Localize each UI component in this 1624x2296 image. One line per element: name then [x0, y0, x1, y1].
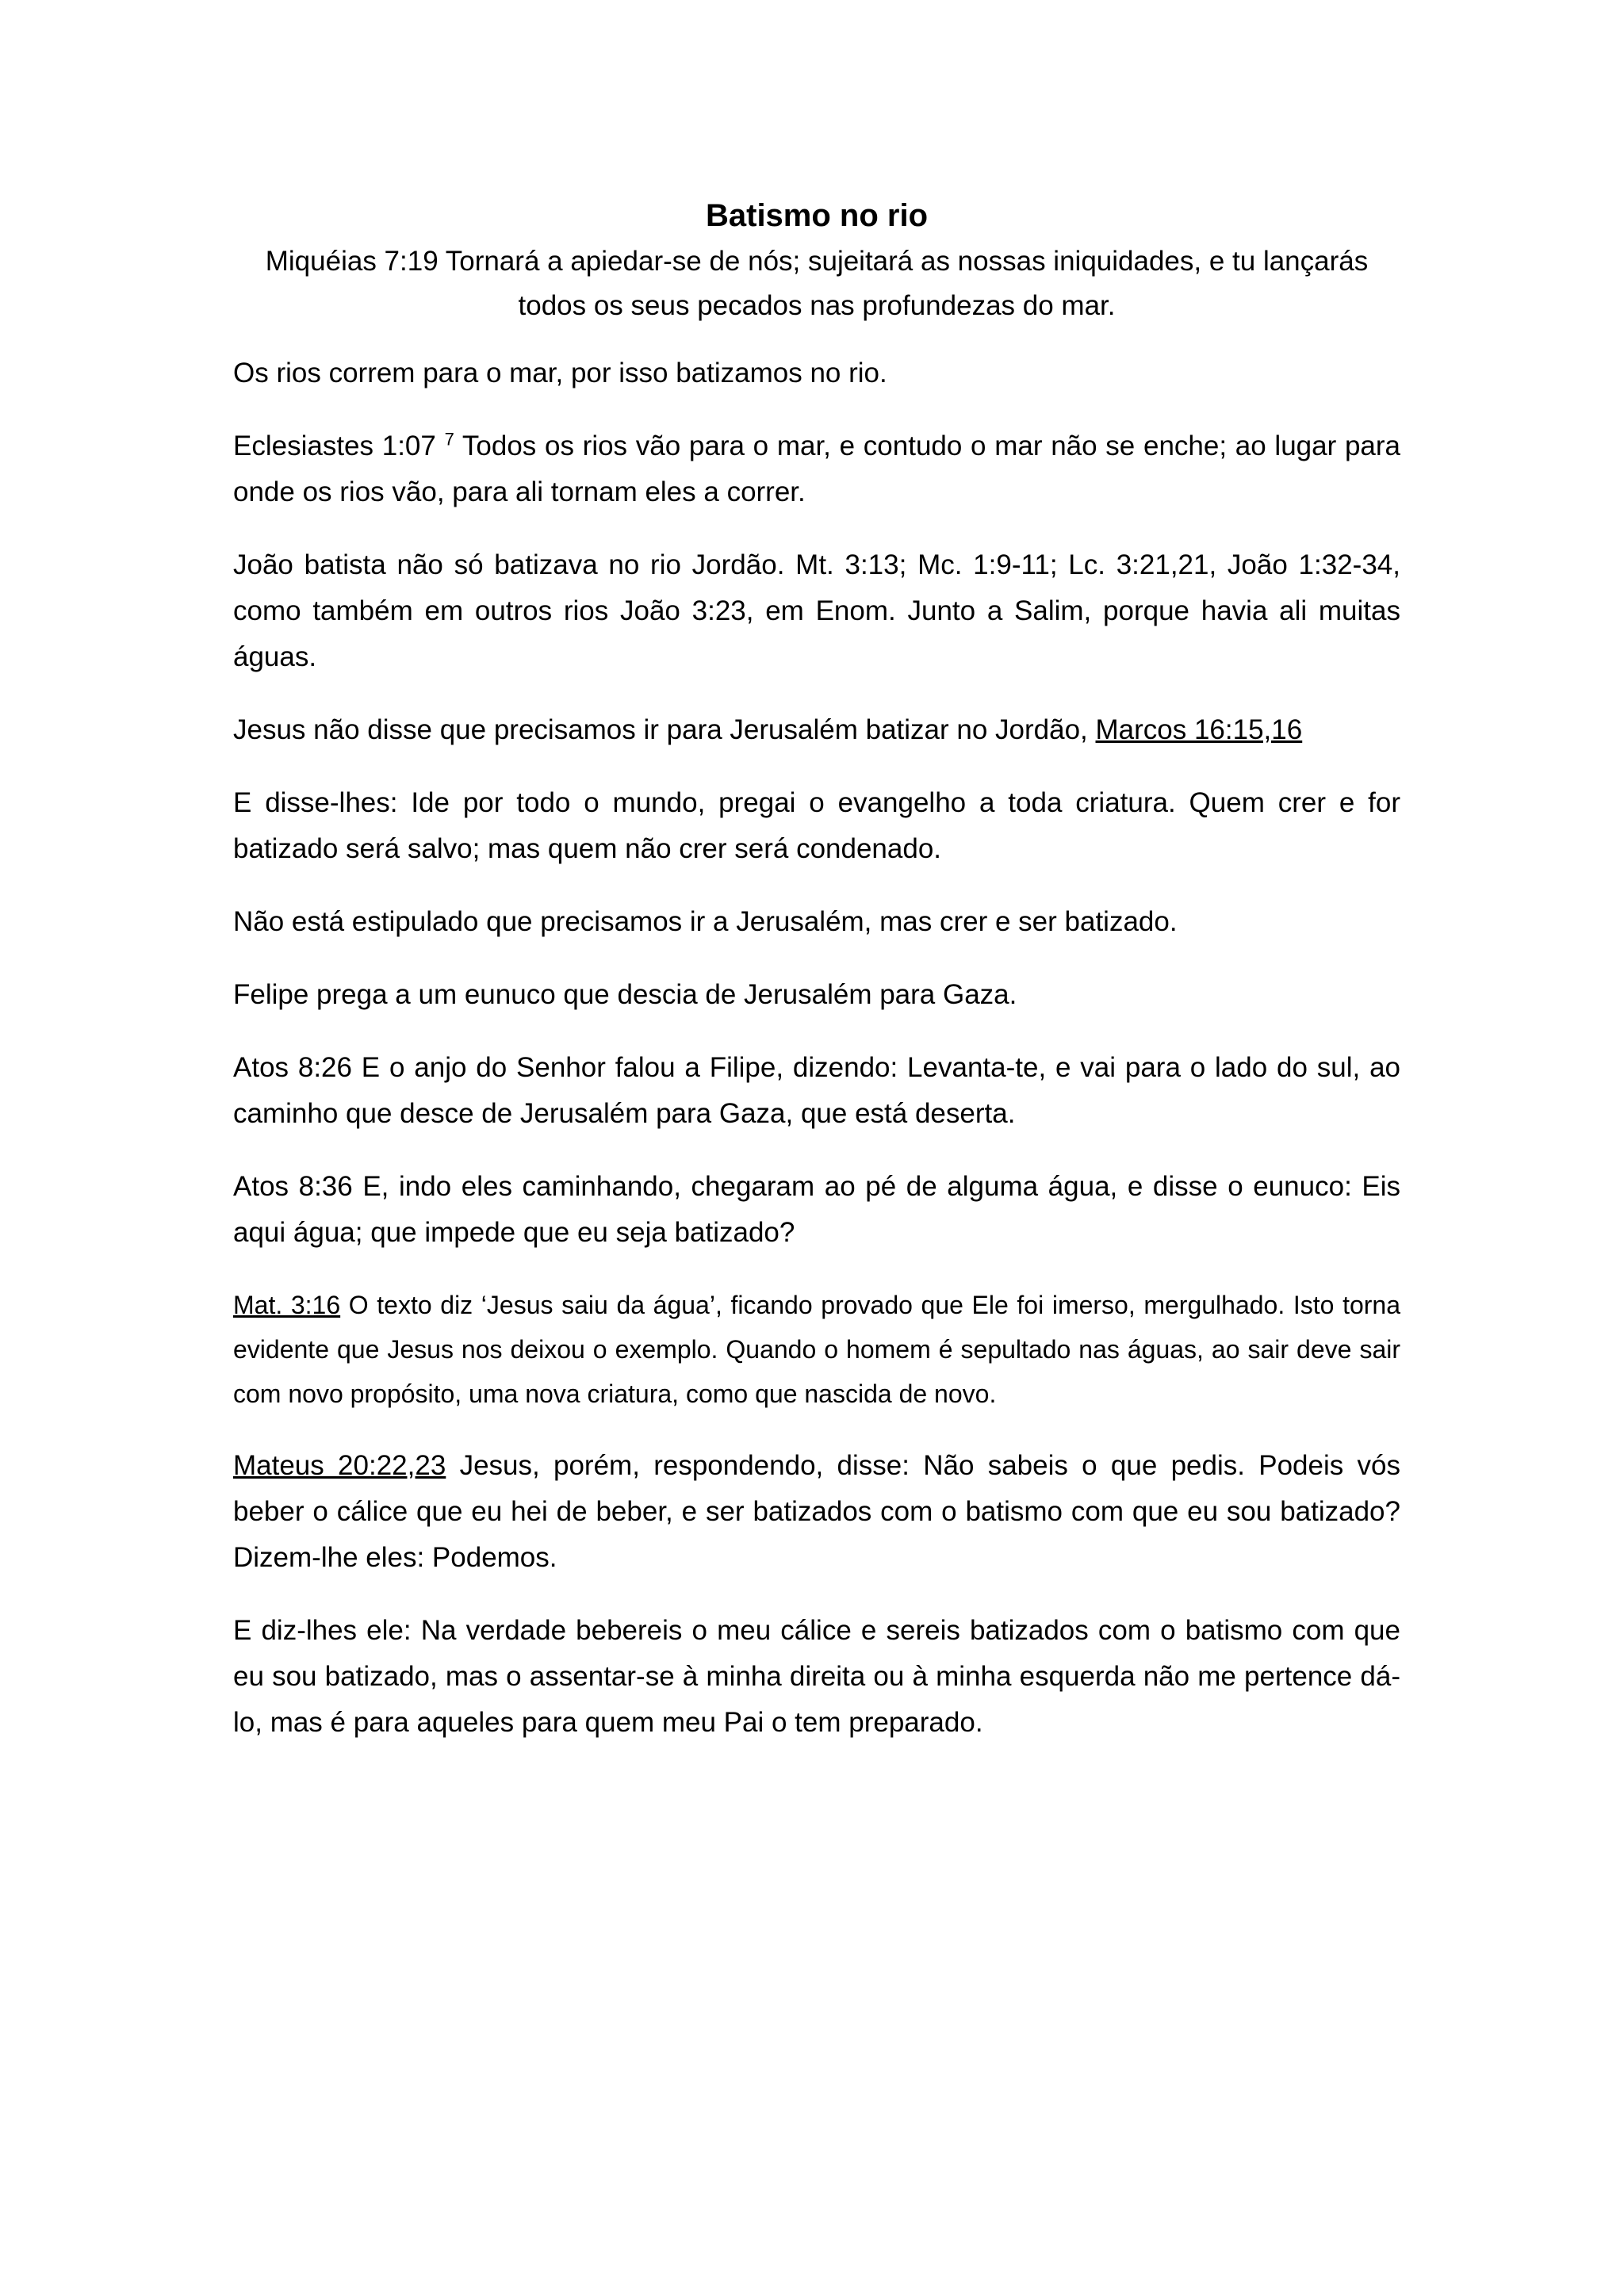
- mateus-20-text: Jesus, porém, respondendo, disse: Não sabeis o que pedis. Podeis vós beber o cálice que eu hei de beber, e ser batizados com o batismo com que eu sou batizado? Dizem-lhe eles: Podemos.: [233, 1450, 1400, 1573]
- ecclesiastes-text: Todos os rios vão para o mar, e contudo o mar não se enche; ao lugar para onde os rios vão, para ali tornam eles a correr.: [233, 430, 1400, 507]
- paragraph-cup-and-baptism: E diz-lhes ele: Na verdade bebereis o meu cálice e sereis batizados com o batismo com que eu sou batizado, mas o assentar-se à minha direita ou à minha esquerda não me pertence dá-lo, mas é para aqueles para quem meu Pai o tem preparado.: [233, 1615, 1400, 1738]
- paragraph-not-stipulated: Não está estipulado que precisamos ir a Jerusalém, mas crer e ser batizado.: [233, 906, 1178, 937]
- paragraph-john-baptist: João batista não só batizava no rio Jordão. Mt. 3:13; Mc. 1:9-11; Lc. 3:21,21, João 1:32-34, como também em outros rios João 3:23, em Enom. Junto a Salim, porque havia ali muitas águas.: [233, 549, 1400, 672]
- document-page: [233, 195, 1400, 1773]
- jerusalem-jordan-text: Jesus não disse que precisamos ir para Jerusalém batizar no Jordão,: [233, 714, 1096, 745]
- paragraph-jerusalem-jordan: [233, 707, 1400, 753]
- mateus-ref-link[interactable]: Mateus 20:22,23: [233, 1450, 446, 1481]
- paragraph-felipe: Felipe prega a um eunuco que descia de Jerusalém para Gaza.: [233, 979, 1017, 1010]
- paragraph-acts-8-26: Atos 8:26 E o anjo do Senhor falou a Filipe, dizendo: Levanta-te, e vai para o lado do sul, ao caminho que desce de Jerusalém para Gaza, que está deserta.: [233, 1052, 1400, 1129]
- paragraph-ecclesiastes: [233, 423, 1400, 515]
- paragraph-great-commission: E disse-lhes: Ide por todo o mundo, pregai o evangelho a toda criatura. Quem crer e for batizado será salvo; mas quem não crer será condenado.: [233, 787, 1400, 864]
- document-title: Batismo no rio: [705, 198, 929, 233]
- ecclesiastes-ref: Eclesiastes 1:07: [233, 430, 445, 461]
- epigraph-verse: Miquéias 7:19 Tornará a apiedar-se de nós; sujeitará as nossas iniquidades, e tu lançarás todos os seus pecados nas profundezas do mar.: [265, 246, 1369, 321]
- paragraph-rivers-to-sea: Os rios correm para o mar, por isso batizamos no rio.: [233, 358, 887, 388]
- mat-3-16-text: O texto diz ‘Jesus saiu da água’, ficando provado que Ele foi imerso, mergulhado. Isto torna evidente que Jesus nos deixou o exemplo. Quando o homem é sepultado nas águas, ao sair deve sair com novo propósito, uma nova criatura, como que nascida de novo.: [233, 1291, 1401, 1408]
- paragraph-mat-3-16: [233, 1283, 1400, 1416]
- verse-number: 7: [444, 429, 454, 450]
- paragraph-mateus-20: [233, 1443, 1400, 1581]
- paragraph-acts-8-36: Atos 8:36 E, indo eles caminhando, chegaram ao pé de alguma água, e disse o eunuco: Eis aqui água; que impede que eu seja batizado?: [233, 1171, 1400, 1248]
- marcos-ref-link[interactable]: Marcos 16:15,16: [1095, 714, 1303, 745]
- mat-ref-link[interactable]: Mat. 3:16: [233, 1291, 341, 1319]
